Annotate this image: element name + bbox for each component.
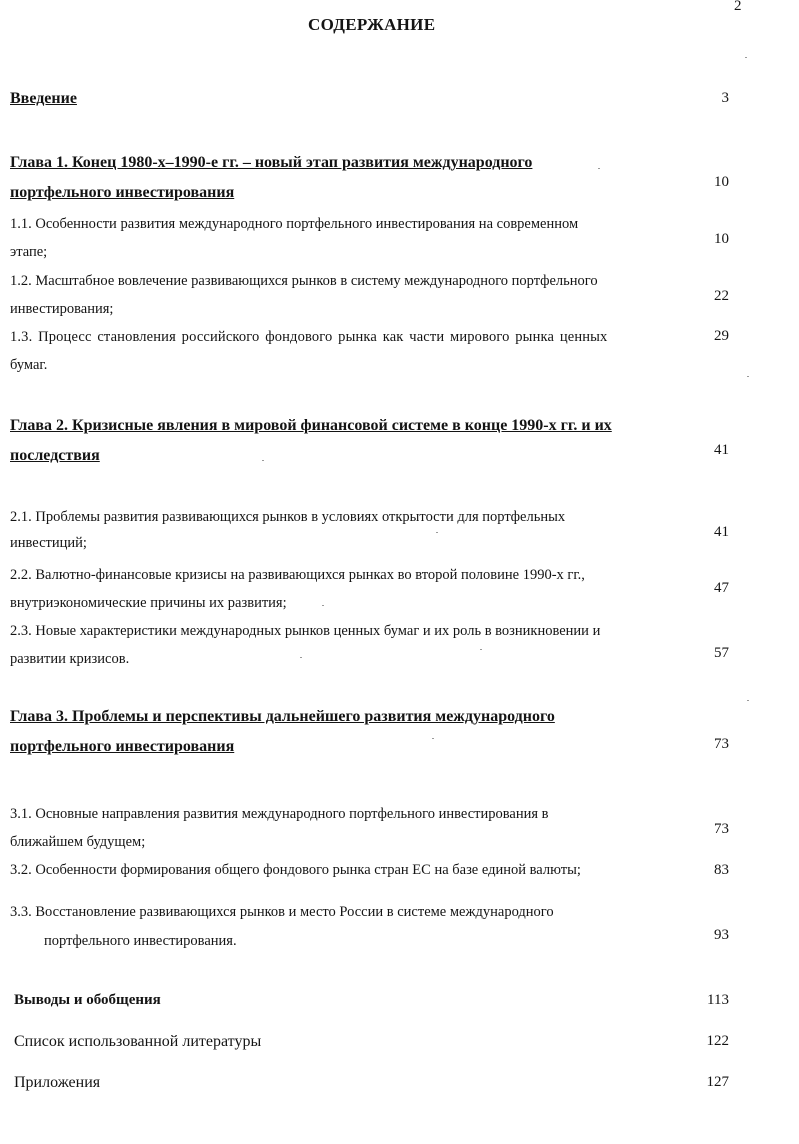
- section-1-1-line-1[interactable]: 1.1. Особенности развития международного портфельного инвестирования на современном: [10, 216, 579, 232]
- toc-conclusions[interactable]: Выводы и обобщения: [14, 992, 161, 1008]
- scan-speck: [300, 657, 302, 658]
- section-3-3-page: 93: [714, 927, 729, 943]
- section-1-2-page: 22: [714, 288, 729, 304]
- section-3-2-line-1[interactable]: 3.2. Особенности формирования общего фондового рынка стран ЕС на базе единой валюты;: [10, 862, 581, 878]
- toc-appendices[interactable]: Приложения: [14, 1074, 101, 1091]
- scan-speck: [262, 460, 264, 461]
- section-2-2-page: 47: [714, 580, 729, 596]
- toc-introduction-page: 3: [721, 90, 729, 106]
- scan-speck: [322, 605, 324, 606]
- section-3-2-page: 83: [714, 862, 729, 878]
- toc-appendices-page: 127: [706, 1074, 729, 1090]
- scan-speck: [480, 649, 482, 650]
- section-1-2-line-1[interactable]: 1.2. Масштабное вовлечение развивающихся рынков в систему международного портфельного: [10, 273, 598, 289]
- section-1-3-page: 29: [714, 328, 729, 344]
- chapter-1-title-line-2[interactable]: портфельного инвестирования: [10, 184, 235, 201]
- toc-bibliography[interactable]: Список использованной литературы: [14, 1033, 262, 1050]
- scan-speck: [432, 738, 434, 739]
- chapter-1-title-line-1[interactable]: Глава 1. Конец 1980-х–1990-е гг. – новый этап развития международного: [10, 154, 533, 171]
- section-2-2-line-1[interactable]: 2.2. Валютно-финансовые кризисы на развивающихся рынках во второй половине 1990-х гг.,: [10, 567, 585, 583]
- section-2-1-line-2[interactable]: инвестиций;: [10, 535, 87, 551]
- section-3-1-page: 73: [714, 821, 729, 837]
- section-3-3-line-1[interactable]: 3.3. Восстановление развивающихся рынков и место России в системе международного: [10, 904, 554, 920]
- chapter-3-page: 73: [714, 736, 729, 752]
- section-2-3-page: 57: [714, 645, 729, 661]
- scan-speck: [747, 376, 749, 377]
- chapter-3-title-line-2[interactable]: портфельного инвестирования: [10, 738, 235, 755]
- section-1-1-page: 10: [714, 231, 729, 247]
- section-2-3-line-1[interactable]: 2.3. Новые характеристики международных рынков ценных бумаг и их роль в возникновении и: [10, 623, 601, 639]
- section-2-2-line-2[interactable]: внутриэкономические причины их развития;: [10, 595, 287, 611]
- chapter-3-title-line-1[interactable]: Глава 3. Проблемы и перспективы дальнейшего развития международного: [10, 708, 555, 725]
- toc-conclusions-page: 113: [707, 992, 729, 1008]
- chapter-1-page: 10: [714, 174, 729, 190]
- scan-speck: [747, 700, 749, 701]
- chapter-2-page: 41: [714, 442, 729, 458]
- section-3-3-line-2[interactable]: портфельного инвестирования.: [44, 933, 237, 949]
- section-1-2-line-2[interactable]: инвестирования;: [10, 301, 114, 317]
- section-2-1-page: 41: [714, 524, 729, 540]
- scan-speck: [598, 168, 600, 169]
- page-number: 2: [734, 0, 742, 14]
- page-title: СОДЕРЖАНИЕ: [308, 15, 436, 34]
- toc-bibliography-page: 122: [706, 1033, 729, 1049]
- section-2-1-line-1[interactable]: 2.1. Проблемы развития развивающихся рынков в условиях открытости для портфельных: [10, 509, 566, 525]
- scan-speck: [436, 532, 438, 533]
- section-3-1-line-2[interactable]: ближайшем будущем;: [10, 834, 146, 850]
- section-2-3-line-2[interactable]: развитии кризисов.: [10, 651, 130, 667]
- chapter-2-title-line-1[interactable]: Глава 2. Кризисные явления в мировой финансовой системе в конце 1990-х гг. и их: [10, 417, 612, 434]
- chapter-2-title-line-2[interactable]: последствия: [10, 447, 100, 464]
- section-1-3-line-2[interactable]: бумаг.: [10, 357, 48, 373]
- section-1-1-line-2[interactable]: этапе;: [10, 244, 48, 260]
- section-3-1-line-1[interactable]: 3.1. Основные направления развития международного портфельного инвестирования в: [10, 806, 549, 822]
- scan-speck: [745, 57, 747, 58]
- section-1-3-line-1[interactable]: 1.3. Процесс становления российского фондового рынка как части мирового рынка ценных: [10, 329, 608, 345]
- toc-introduction[interactable]: Введение: [10, 90, 77, 107]
